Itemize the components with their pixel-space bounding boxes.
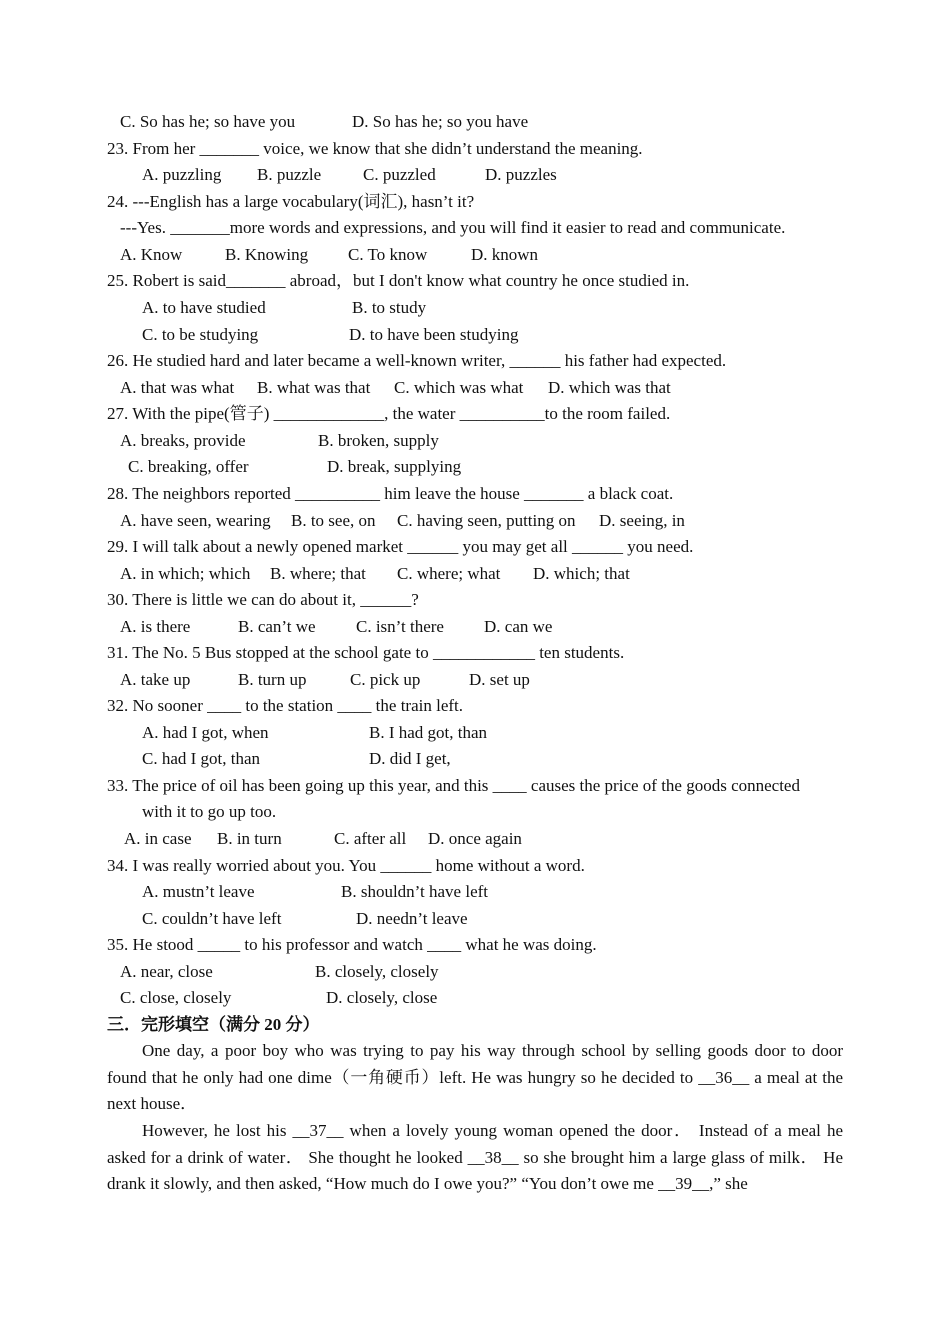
q24-option-c: C. To know <box>348 245 428 264</box>
q32-option-d: D. did I get, <box>369 749 451 768</box>
q35-stem: 35. He stood _____ to his professor and watch ____ what he was doing. <box>107 935 597 954</box>
q32-option-c: C. had I got, than <box>142 749 261 768</box>
q25-stem: 25. Robert is said_______ abroad，but I don't know what country he once studied in. <box>107 271 690 290</box>
q23-stem: 23. From her _______ voice, we know that she didn’t understand the meaning. <box>107 139 643 158</box>
q31-option-a: A. take up <box>120 670 191 689</box>
q22-option-c: C. So has he; so have you <box>120 112 296 131</box>
q28-option-d: D. seeing, in <box>599 511 685 530</box>
q35-option-b: B. closely, closely <box>315 962 439 981</box>
q32-stem: 32. No sooner ____ to the station ____ the train left. <box>107 696 463 715</box>
q34-option-c: C. couldn’t have left <box>142 909 282 928</box>
q28-option-c: C. having seen, putting on <box>397 511 576 530</box>
q34-option-a: A. mustn’t leave <box>142 882 255 901</box>
q34-stem: 34. I was really worried about you. You ______ home without a word. <box>107 856 585 875</box>
q30-stem: 30. There is little we can do about it, ______? <box>107 590 419 609</box>
cloze-paragraph-1 <box>107 1038 843 1118</box>
q27-stem: 27. With the pipe(管子) _____________, the water __________to the room failed. <box>107 404 671 423</box>
q30-option-d: D. can we <box>484 617 553 636</box>
q26-option-c: C. which was what <box>394 378 524 397</box>
section-heading: 三．完形填空（满分 20 分） <box>107 1015 320 1034</box>
q30-option-a: A. is there <box>120 617 191 636</box>
q35-option-d: D. closely, close <box>326 988 438 1007</box>
q35-option-c: C. close, closely <box>120 988 232 1007</box>
q24-stem: 24. ---English has a large vocabulary(词汇), hasn’t it? <box>107 192 475 211</box>
q29-option-a: A. in which; which <box>120 564 251 583</box>
q25-option-c: C. to be studying <box>142 325 259 344</box>
q33-stem: 33. The price of oil has been going up this year, and this ____ causes the price of the goods connected <box>107 776 800 795</box>
q31-option-c: C. pick up <box>350 670 421 689</box>
q23-option-d: D. puzzles <box>485 165 557 184</box>
q30-option-c: C. isn’t there <box>356 617 444 636</box>
q31-stem: 31. The No. 5 Bus stopped at the school gate to ____________ ten students. <box>107 643 625 662</box>
q24-stem-continued: ---Yes. _______more words and expressions, and you will find it easier to read and communicate. <box>120 218 786 237</box>
cloze-paragraph-2 <box>107 1118 843 1198</box>
q29-option-b: B. where; that <box>270 564 366 583</box>
q22-option-d: D. So has he; so you have <box>352 112 529 131</box>
q28-option-b: B. to see, on <box>291 511 376 530</box>
q33-option-d: D. once again <box>428 829 522 848</box>
q29-option-c: C. where; what <box>397 564 501 583</box>
q27-option-d: D. break, supplying <box>327 457 462 476</box>
q23-option-c: C. puzzled <box>363 165 436 184</box>
q28-stem: 28. The neighbors reported __________ him leave the house _______ a black coat. <box>107 484 674 503</box>
q35-option-a: A. near, close <box>120 962 213 981</box>
cloze-paragraph-1-text: One day, a poor boy who was trying to pay his way through school by selling goods door to door found that he only had one dime（一角硬币）left. He was hungry so he decided to __36__ a meal at the next house． <box>107 1041 843 1113</box>
q34-option-b: B. shouldn’t have left <box>341 882 488 901</box>
q25-option-d: D. to have been studying <box>349 325 519 344</box>
q33-option-c: C. after all <box>334 829 407 848</box>
q32-option-a: A. had I got, when <box>142 723 269 742</box>
q23-option-a: A. puzzling <box>142 165 222 184</box>
q34-option-d: D. needn’t leave <box>356 909 468 928</box>
q31-option-d: D. set up <box>469 670 530 689</box>
q26-option-b: B. what was that <box>257 378 371 397</box>
q27-option-b: B. broken, supply <box>318 431 439 450</box>
q33-option-b: B. in turn <box>217 829 282 848</box>
q24-option-d: D. known <box>471 245 539 264</box>
q23-option-b: B. puzzle <box>257 165 322 184</box>
q30-option-b: B. can’t we <box>238 617 316 636</box>
q24-option-a: A. Know <box>120 245 183 264</box>
q27-option-c: C. breaking, offer <box>128 457 249 476</box>
q29-option-d: D. which; that <box>533 564 630 583</box>
q28-option-a: A. have seen, wearing <box>120 511 271 530</box>
q24-option-b: B. Knowing <box>225 245 309 264</box>
q25-option-a: A. to have studied <box>142 298 266 317</box>
q26-option-a: A. that was what <box>120 378 235 397</box>
q32-option-b: B. I had got, than <box>369 723 488 742</box>
cloze-paragraph-2-text: However, he lost his __37__ when a lovely young woman opened the door． Instead of a meal he asked for a drink of water． She thought he looked __38__ so she brought him a large glass of milk． He drank it slowly, and then asked, “How much do I owe you?” “You don’t owe me __39__,” she <box>107 1121 843 1193</box>
q25-option-b: B. to study <box>352 298 427 317</box>
q33-stem-continued: with it to go up too. <box>142 802 277 821</box>
q33-option-a: A. in case <box>124 829 192 848</box>
q26-option-d: D. which was that <box>548 378 671 397</box>
q26-stem: 26. He studied hard and later became a well-known writer, ______ his father had expected. <box>107 351 727 370</box>
q29-stem: 29. I will talk about a newly opened market ______ you may get all ______ you need. <box>107 537 694 556</box>
q27-option-a: A. breaks, provide <box>120 431 246 450</box>
q31-option-b: B. turn up <box>238 670 307 689</box>
